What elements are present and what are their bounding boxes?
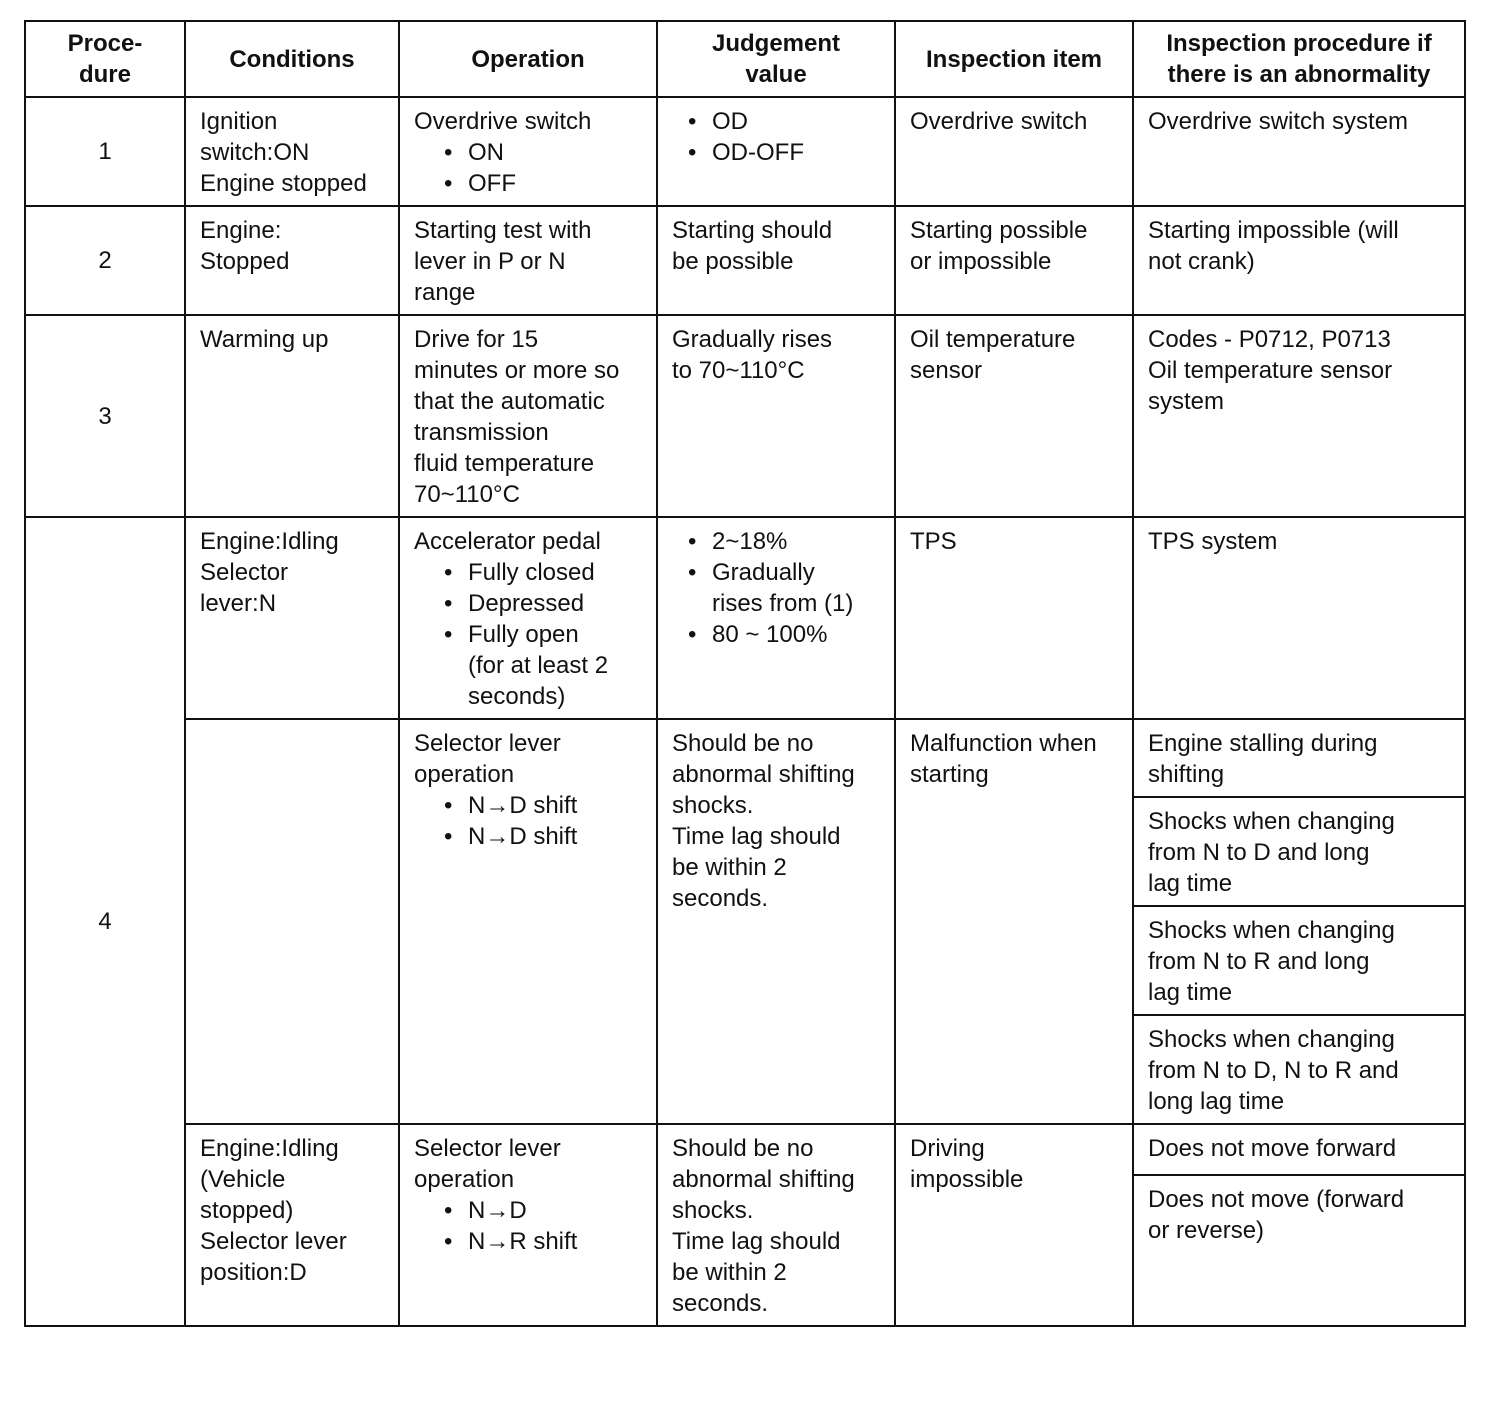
operation-bullet-list bbox=[414, 1195, 644, 1257]
text-line: be within 2 bbox=[672, 1259, 787, 1286]
text-line: • N→R shift bbox=[468, 1228, 578, 1255]
bullet-item bbox=[440, 821, 644, 852]
text-line: (for at least 2 bbox=[468, 652, 609, 679]
header-judgement-value bbox=[657, 21, 895, 97]
bullet-item bbox=[440, 1226, 644, 1257]
judgement-cell bbox=[657, 97, 895, 206]
operation-bullet-list bbox=[414, 790, 644, 852]
conditions-cell bbox=[185, 315, 399, 517]
text-line: shocks. bbox=[672, 792, 754, 819]
text-line: Malfunction when bbox=[910, 730, 1097, 757]
text-line: from N to D and long bbox=[1148, 839, 1370, 866]
text-line: rises from (1) bbox=[712, 590, 854, 617]
text-line: range bbox=[414, 279, 476, 306]
bullet-item bbox=[684, 106, 882, 137]
text-line: Selector bbox=[200, 559, 289, 586]
text-line: • N→D shift bbox=[468, 792, 578, 819]
abnormality-procedure-cell bbox=[1133, 1015, 1465, 1124]
text-line: Selector lever bbox=[414, 730, 561, 757]
text-line: • ON bbox=[468, 139, 504, 166]
text-line: TPS bbox=[910, 528, 957, 555]
abnormality-procedure-cell bbox=[1133, 719, 1465, 797]
abnormality-procedure-cell bbox=[1133, 97, 1465, 206]
text-line: lag time bbox=[1148, 979, 1233, 1006]
conditions-cell bbox=[185, 97, 399, 206]
text-line: Conditions bbox=[229, 45, 355, 73]
bullet-item bbox=[440, 790, 644, 821]
abnormality-procedure-cell bbox=[1133, 906, 1465, 1015]
text-line: operation bbox=[414, 1166, 515, 1193]
operation-cell bbox=[399, 97, 657, 206]
text-line: shifting bbox=[1148, 761, 1225, 788]
text-line: Ignition bbox=[200, 108, 278, 135]
text-line: Oil temperature bbox=[910, 326, 1076, 353]
text-line: Gradually rises bbox=[672, 326, 833, 353]
text-line: starting bbox=[910, 761, 989, 788]
table-row bbox=[25, 97, 1465, 206]
bullet-item bbox=[440, 619, 644, 712]
abnormality-procedure-cell bbox=[1133, 315, 1465, 517]
conditions-cell bbox=[185, 517, 399, 719]
text-line: impossible bbox=[910, 1166, 1024, 1193]
text-line: sensor bbox=[910, 357, 983, 384]
text-line: Codes - P0712, P0713 bbox=[1148, 326, 1391, 353]
operation-title bbox=[414, 728, 644, 790]
text-line: Oil temperature sensor bbox=[1148, 357, 1393, 384]
text-line: or reverse) bbox=[1148, 1216, 1265, 1244]
conditions-cell-empty bbox=[185, 719, 399, 1124]
text-line: be possible bbox=[672, 248, 794, 275]
text-line: • OD bbox=[712, 108, 748, 135]
inspection-table bbox=[24, 20, 1466, 1327]
abnormality-procedure-cell bbox=[1133, 797, 1465, 906]
text-line: • N→D bbox=[468, 1197, 527, 1224]
procedure-number: 4 bbox=[25, 517, 185, 1326]
conditions-cell bbox=[185, 1124, 399, 1326]
text-line: Inspection procedure if bbox=[1166, 30, 1432, 57]
inspection-item-cell bbox=[895, 315, 1133, 517]
operation-cell bbox=[399, 315, 657, 517]
text-line: switch:ON bbox=[200, 139, 310, 166]
text-line: system bbox=[1148, 388, 1225, 415]
text-line: • Fully closed bbox=[468, 559, 595, 586]
table-row bbox=[25, 206, 1465, 315]
operation-bullet-list bbox=[414, 557, 644, 712]
procedure-number: 1 bbox=[25, 97, 185, 206]
operation-title bbox=[414, 1133, 644, 1195]
operation-bullet-list bbox=[414, 137, 644, 199]
abnormality-procedure-cell bbox=[1133, 206, 1465, 315]
text-line: to 70~110°C bbox=[672, 357, 805, 384]
text-line: value bbox=[745, 61, 807, 88]
table-row bbox=[25, 315, 1465, 517]
operation-title: Accelerator pedal bbox=[414, 528, 601, 555]
text-line: Inspection item bbox=[925, 45, 1103, 73]
bullet-item bbox=[684, 619, 882, 650]
text-line: long lag time bbox=[1148, 1088, 1285, 1115]
text-line: Time lag should bbox=[672, 1228, 841, 1255]
text-line: Engine stopped bbox=[200, 170, 367, 197]
bullet-item bbox=[684, 526, 882, 557]
text-line: Engine: bbox=[200, 217, 282, 244]
header-abnormality-procedure bbox=[1133, 21, 1465, 97]
judgement-cell bbox=[657, 719, 895, 1124]
text-line: • Depressed bbox=[468, 590, 585, 617]
text-line: Selector lever bbox=[414, 1135, 561, 1162]
text-line: be within 2 bbox=[672, 854, 787, 881]
text-line: shocks. bbox=[672, 1197, 754, 1224]
bullet-item bbox=[440, 137, 644, 168]
text-line: • 80 ~ 100% bbox=[712, 621, 828, 648]
table-row bbox=[25, 719, 1465, 797]
text-line: 70~110°C bbox=[414, 481, 520, 508]
text-line: operation bbox=[414, 761, 515, 788]
text-line: seconds) bbox=[468, 683, 566, 710]
bullet-item bbox=[440, 588, 644, 619]
table-row bbox=[25, 517, 1465, 719]
inspection-item-cell bbox=[895, 97, 1133, 206]
conditions-cell bbox=[185, 206, 399, 315]
text-line: Overdrive switch bbox=[910, 108, 1088, 135]
text-line: Drive for 15 bbox=[414, 326, 539, 353]
text-line: Overdrive switch system bbox=[1148, 108, 1409, 135]
text-line: Driving bbox=[910, 1135, 985, 1162]
operation-title: Overdrive switch bbox=[414, 108, 592, 135]
text-line: • Gradually bbox=[712, 559, 815, 586]
text-line: Engine:Idling bbox=[200, 1135, 339, 1162]
text-line: TPS system bbox=[1148, 528, 1278, 555]
header-operation bbox=[399, 21, 657, 97]
table-row bbox=[25, 1124, 1465, 1175]
text-line: lever:N bbox=[200, 590, 277, 617]
header-row bbox=[25, 21, 1465, 97]
inspection-item-cell bbox=[895, 719, 1133, 1124]
text-line: • 2~18% bbox=[712, 528, 788, 555]
text-line: from N to D, N to R and bbox=[1148, 1057, 1399, 1084]
inspection-item-cell bbox=[895, 206, 1133, 315]
text-line: Time lag should bbox=[672, 823, 841, 850]
text-line: Proce- bbox=[67, 30, 143, 57]
text-line: Shocks when changing bbox=[1148, 808, 1395, 835]
text-line: Starting impossible (will bbox=[1148, 217, 1399, 244]
text-line: Selector lever bbox=[200, 1228, 347, 1255]
operation-cell bbox=[399, 517, 657, 719]
text-line: abnormal shifting bbox=[672, 1166, 855, 1193]
text-line: not crank) bbox=[1148, 248, 1255, 275]
inspection-item-cell bbox=[895, 1124, 1133, 1326]
text-line: that the automatic bbox=[414, 388, 605, 415]
header-conditions bbox=[185, 21, 399, 97]
text-line: Does not move forward bbox=[1148, 1135, 1397, 1162]
text-line: seconds. bbox=[672, 1290, 769, 1317]
header-procedure bbox=[25, 21, 185, 97]
bullet-item bbox=[684, 557, 882, 619]
text-line: Warming up bbox=[200, 326, 329, 353]
text-line: • Fully open bbox=[468, 621, 579, 648]
text-line: lever in P or N bbox=[414, 248, 566, 275]
text-line: Engine:Idling bbox=[200, 528, 339, 555]
text-line: Shocks when changing bbox=[1148, 1026, 1395, 1053]
operation-cell bbox=[399, 1124, 657, 1326]
bullet-item bbox=[440, 168, 644, 199]
text-line: Starting should bbox=[672, 217, 833, 244]
bullet-item bbox=[684, 137, 882, 168]
abnormality-procedure-cell bbox=[1133, 517, 1465, 719]
text-line: Judgement bbox=[711, 30, 840, 57]
judgement-bullet-list bbox=[672, 106, 882, 168]
text-line: seconds. bbox=[672, 885, 769, 912]
text-line: Should be no bbox=[672, 730, 814, 757]
text-line: position:D bbox=[200, 1259, 307, 1286]
bullet-item bbox=[440, 1195, 644, 1226]
text-line: Shocks when changing bbox=[1148, 917, 1395, 944]
text-line: Engine stalling during bbox=[1148, 730, 1378, 757]
judgement-cell bbox=[657, 517, 895, 719]
text-line: Stopped bbox=[200, 248, 290, 275]
judgement-cell bbox=[657, 206, 895, 315]
abnormality-procedure-cell bbox=[1133, 1175, 1465, 1326]
text-line: (Vehicle bbox=[200, 1166, 286, 1193]
operation-cell bbox=[399, 206, 657, 315]
text-line: • OD-OFF bbox=[712, 139, 804, 166]
text-line: Should be no bbox=[672, 1135, 814, 1162]
procedure-number: 2 bbox=[25, 206, 185, 315]
inspection-item-cell bbox=[895, 517, 1133, 719]
text-line: dure bbox=[78, 61, 131, 88]
header-inspection-item bbox=[895, 21, 1133, 97]
text-line: minutes or more so bbox=[414, 357, 620, 384]
judgement-cell bbox=[657, 315, 895, 517]
text-line: • OFF bbox=[468, 170, 516, 197]
text-line: transmission bbox=[414, 419, 549, 446]
text-line: abnormal shifting bbox=[672, 761, 855, 788]
text-line: from N to R and long bbox=[1148, 948, 1370, 975]
text-line: Does not move (forward bbox=[1148, 1185, 1405, 1213]
abnormality-procedure-cell bbox=[1133, 1124, 1465, 1175]
judgement-cell bbox=[657, 1124, 895, 1326]
text-line: Operation bbox=[471, 45, 585, 73]
procedure-number: 3 bbox=[25, 315, 185, 517]
bullet-item bbox=[440, 557, 644, 588]
text-line: fluid temperature bbox=[414, 450, 595, 477]
text-line: • N→D shift bbox=[468, 823, 578, 850]
text-line: Starting test with bbox=[414, 217, 592, 244]
text-line: Starting possible bbox=[910, 217, 1088, 244]
text-line: stopped) bbox=[200, 1197, 294, 1224]
operation-cell bbox=[399, 719, 657, 1124]
text-line: or impossible bbox=[910, 248, 1052, 275]
judgement-bullet-list bbox=[672, 526, 882, 650]
text-line: lag time bbox=[1148, 870, 1233, 897]
text-line: there is an abnormality bbox=[1167, 61, 1431, 88]
